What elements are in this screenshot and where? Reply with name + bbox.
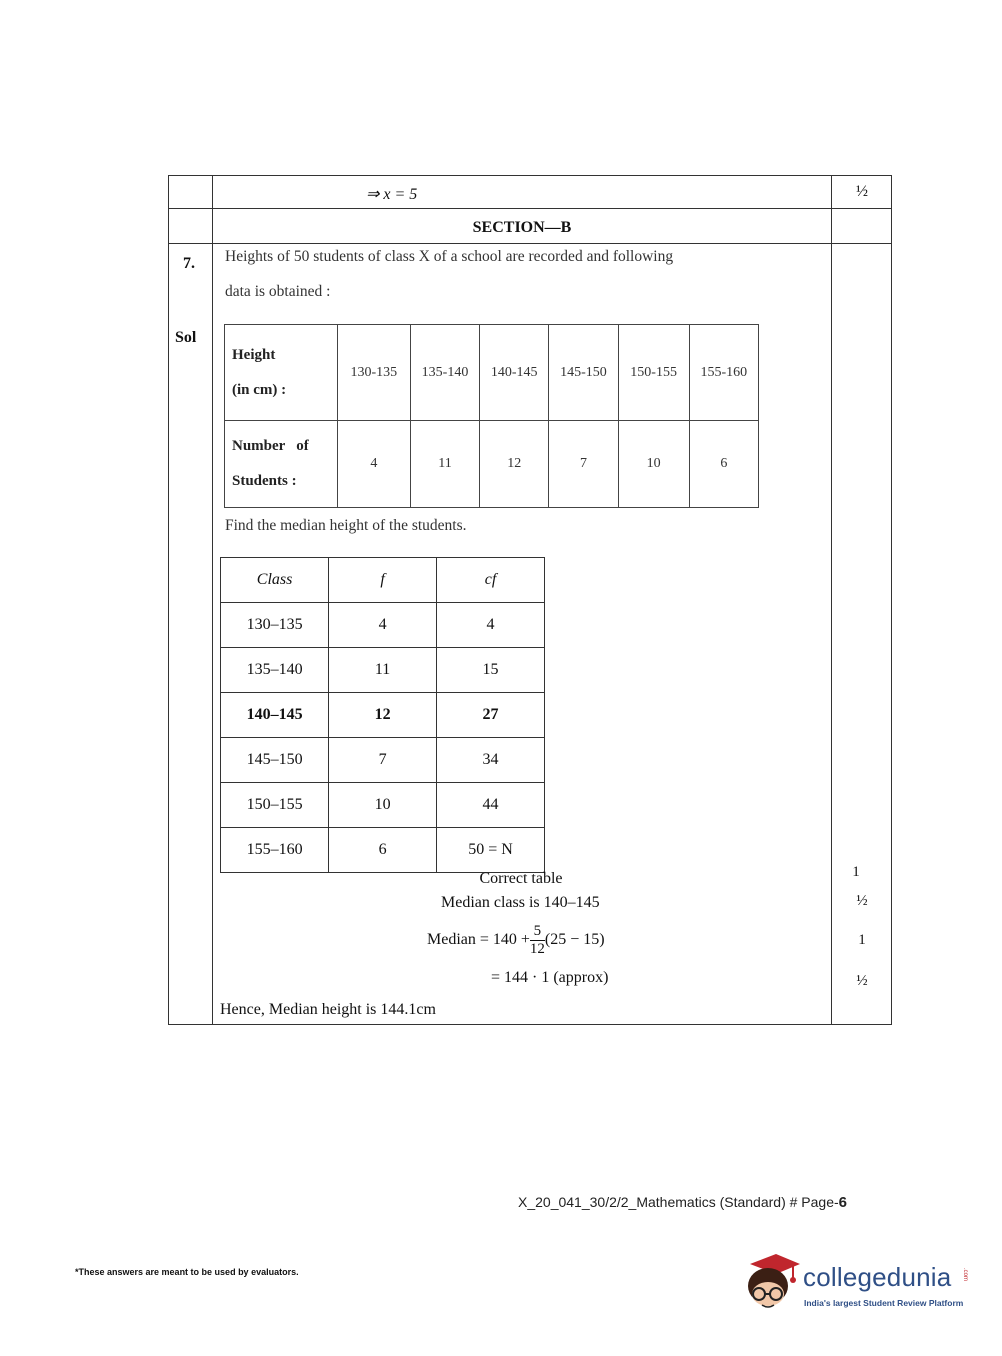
students-row [225, 421, 759, 508]
section-title: SECTION—B [472, 219, 572, 236]
median-fraction [530, 923, 545, 958]
f-value: 11 [329, 648, 437, 693]
row-divider-1 [168, 208, 892, 209]
table-row [221, 783, 545, 828]
mark-result: ½ [856, 973, 868, 989]
count-cell: 7 [549, 421, 618, 508]
header-cell: Class [221, 558, 329, 603]
collegedunia-logo-icon [742, 1250, 802, 1314]
solution-table [220, 557, 545, 873]
header-cell: f [329, 558, 437, 603]
class-cell: 135-140 [410, 325, 479, 421]
column-divider-left [212, 175, 213, 1025]
f-value: 6 [329, 828, 437, 873]
median-class-line: Median class is 140–145 [441, 894, 600, 911]
question-text-line1: Heights of 50 students of class X of a school are recorded and following [225, 248, 674, 265]
brand-suffix: .com [962, 1268, 968, 1282]
count-cell: 6 [689, 421, 758, 508]
count-cell: 10 [618, 421, 689, 508]
f-value: 7 [329, 738, 437, 783]
cf-value: 50 = N [437, 828, 545, 873]
fraction-denominator: 12 [529, 940, 545, 957]
height-row [225, 325, 759, 421]
class-value: 140–145 [221, 693, 329, 738]
question-data-table [224, 324, 759, 508]
class-cell: 140-145 [480, 325, 549, 421]
mark-formula: 1 [858, 932, 866, 948]
class-value: 150–155 [221, 783, 329, 828]
class-value: 135–140 [221, 648, 329, 693]
correct-table-note: Correct table [479, 870, 563, 887]
table-row [221, 603, 545, 648]
class-value: 155–160 [221, 828, 329, 873]
students-label-line2: Students : [232, 473, 297, 489]
f-value: 12 [329, 693, 437, 738]
count-cell: 11 [410, 421, 479, 508]
sol-label: Sol [175, 329, 197, 346]
class-cell: 150-155 [618, 325, 689, 421]
median-suffix: (25 − 15) [544, 931, 605, 948]
page-number: 6 [838, 1194, 847, 1211]
table-row [221, 738, 545, 783]
header-cell: cf [437, 558, 545, 603]
students-label-line1: Number of [232, 438, 309, 454]
question-prompt: Find the median height of the students. [225, 517, 467, 534]
class-cell: 130-135 [337, 325, 410, 421]
page-ref-text: X_20_041_30/2/2_Mathematics (Standard) # Page- [518, 1194, 839, 1210]
question-text-line2: data is obtained : [225, 283, 331, 300]
count-cell: 12 [480, 421, 549, 508]
mark-correct-table: 1 [852, 864, 860, 880]
height-label-cell [225, 325, 338, 421]
cf-value: 44 [437, 783, 545, 828]
table-row [221, 648, 545, 693]
brand-tagline: India's largest Student Review Platform [804, 1298, 964, 1308]
question-number: 7. [183, 255, 195, 272]
brand-name: collegedunia [803, 1262, 952, 1292]
count-cell: 4 [337, 421, 410, 508]
height-label-line1: Height [232, 346, 276, 363]
row-divider-2 [168, 243, 892, 244]
evaluator-disclaimer: *These answers are meant to be used by evaluators. [75, 1267, 299, 1277]
mark-median-class: ½ [856, 893, 868, 909]
top-expression: ⇒ x = 5 [366, 186, 418, 203]
cf-value: 27 [437, 693, 545, 738]
table-row-median-class [221, 693, 545, 738]
median-prefix: Median = 140 + [427, 931, 530, 948]
fraction-numerator: 5 [530, 923, 545, 941]
cf-value: 15 [437, 648, 545, 693]
class-cell: 155-160 [689, 325, 758, 421]
height-label-line2: (in cm) : [232, 381, 287, 398]
students-label-cell [225, 421, 338, 508]
conclusion-line: Hence, Median height is 144.1cm [220, 1001, 436, 1018]
top-mark: ½ [856, 183, 868, 200]
class-value: 145–150 [221, 738, 329, 783]
class-value: 130–135 [221, 603, 329, 648]
table-row [221, 828, 545, 873]
f-value: 4 [329, 603, 437, 648]
median-result: = 144 · 1 (approx) [491, 969, 609, 986]
median-formula [427, 919, 605, 961]
solution-header-row [221, 558, 545, 603]
cf-value: 34 [437, 738, 545, 783]
class-cell: 145-150 [549, 325, 618, 421]
f-value: 10 [329, 783, 437, 828]
page-reference [518, 1194, 847, 1211]
cf-value: 4 [437, 603, 545, 648]
